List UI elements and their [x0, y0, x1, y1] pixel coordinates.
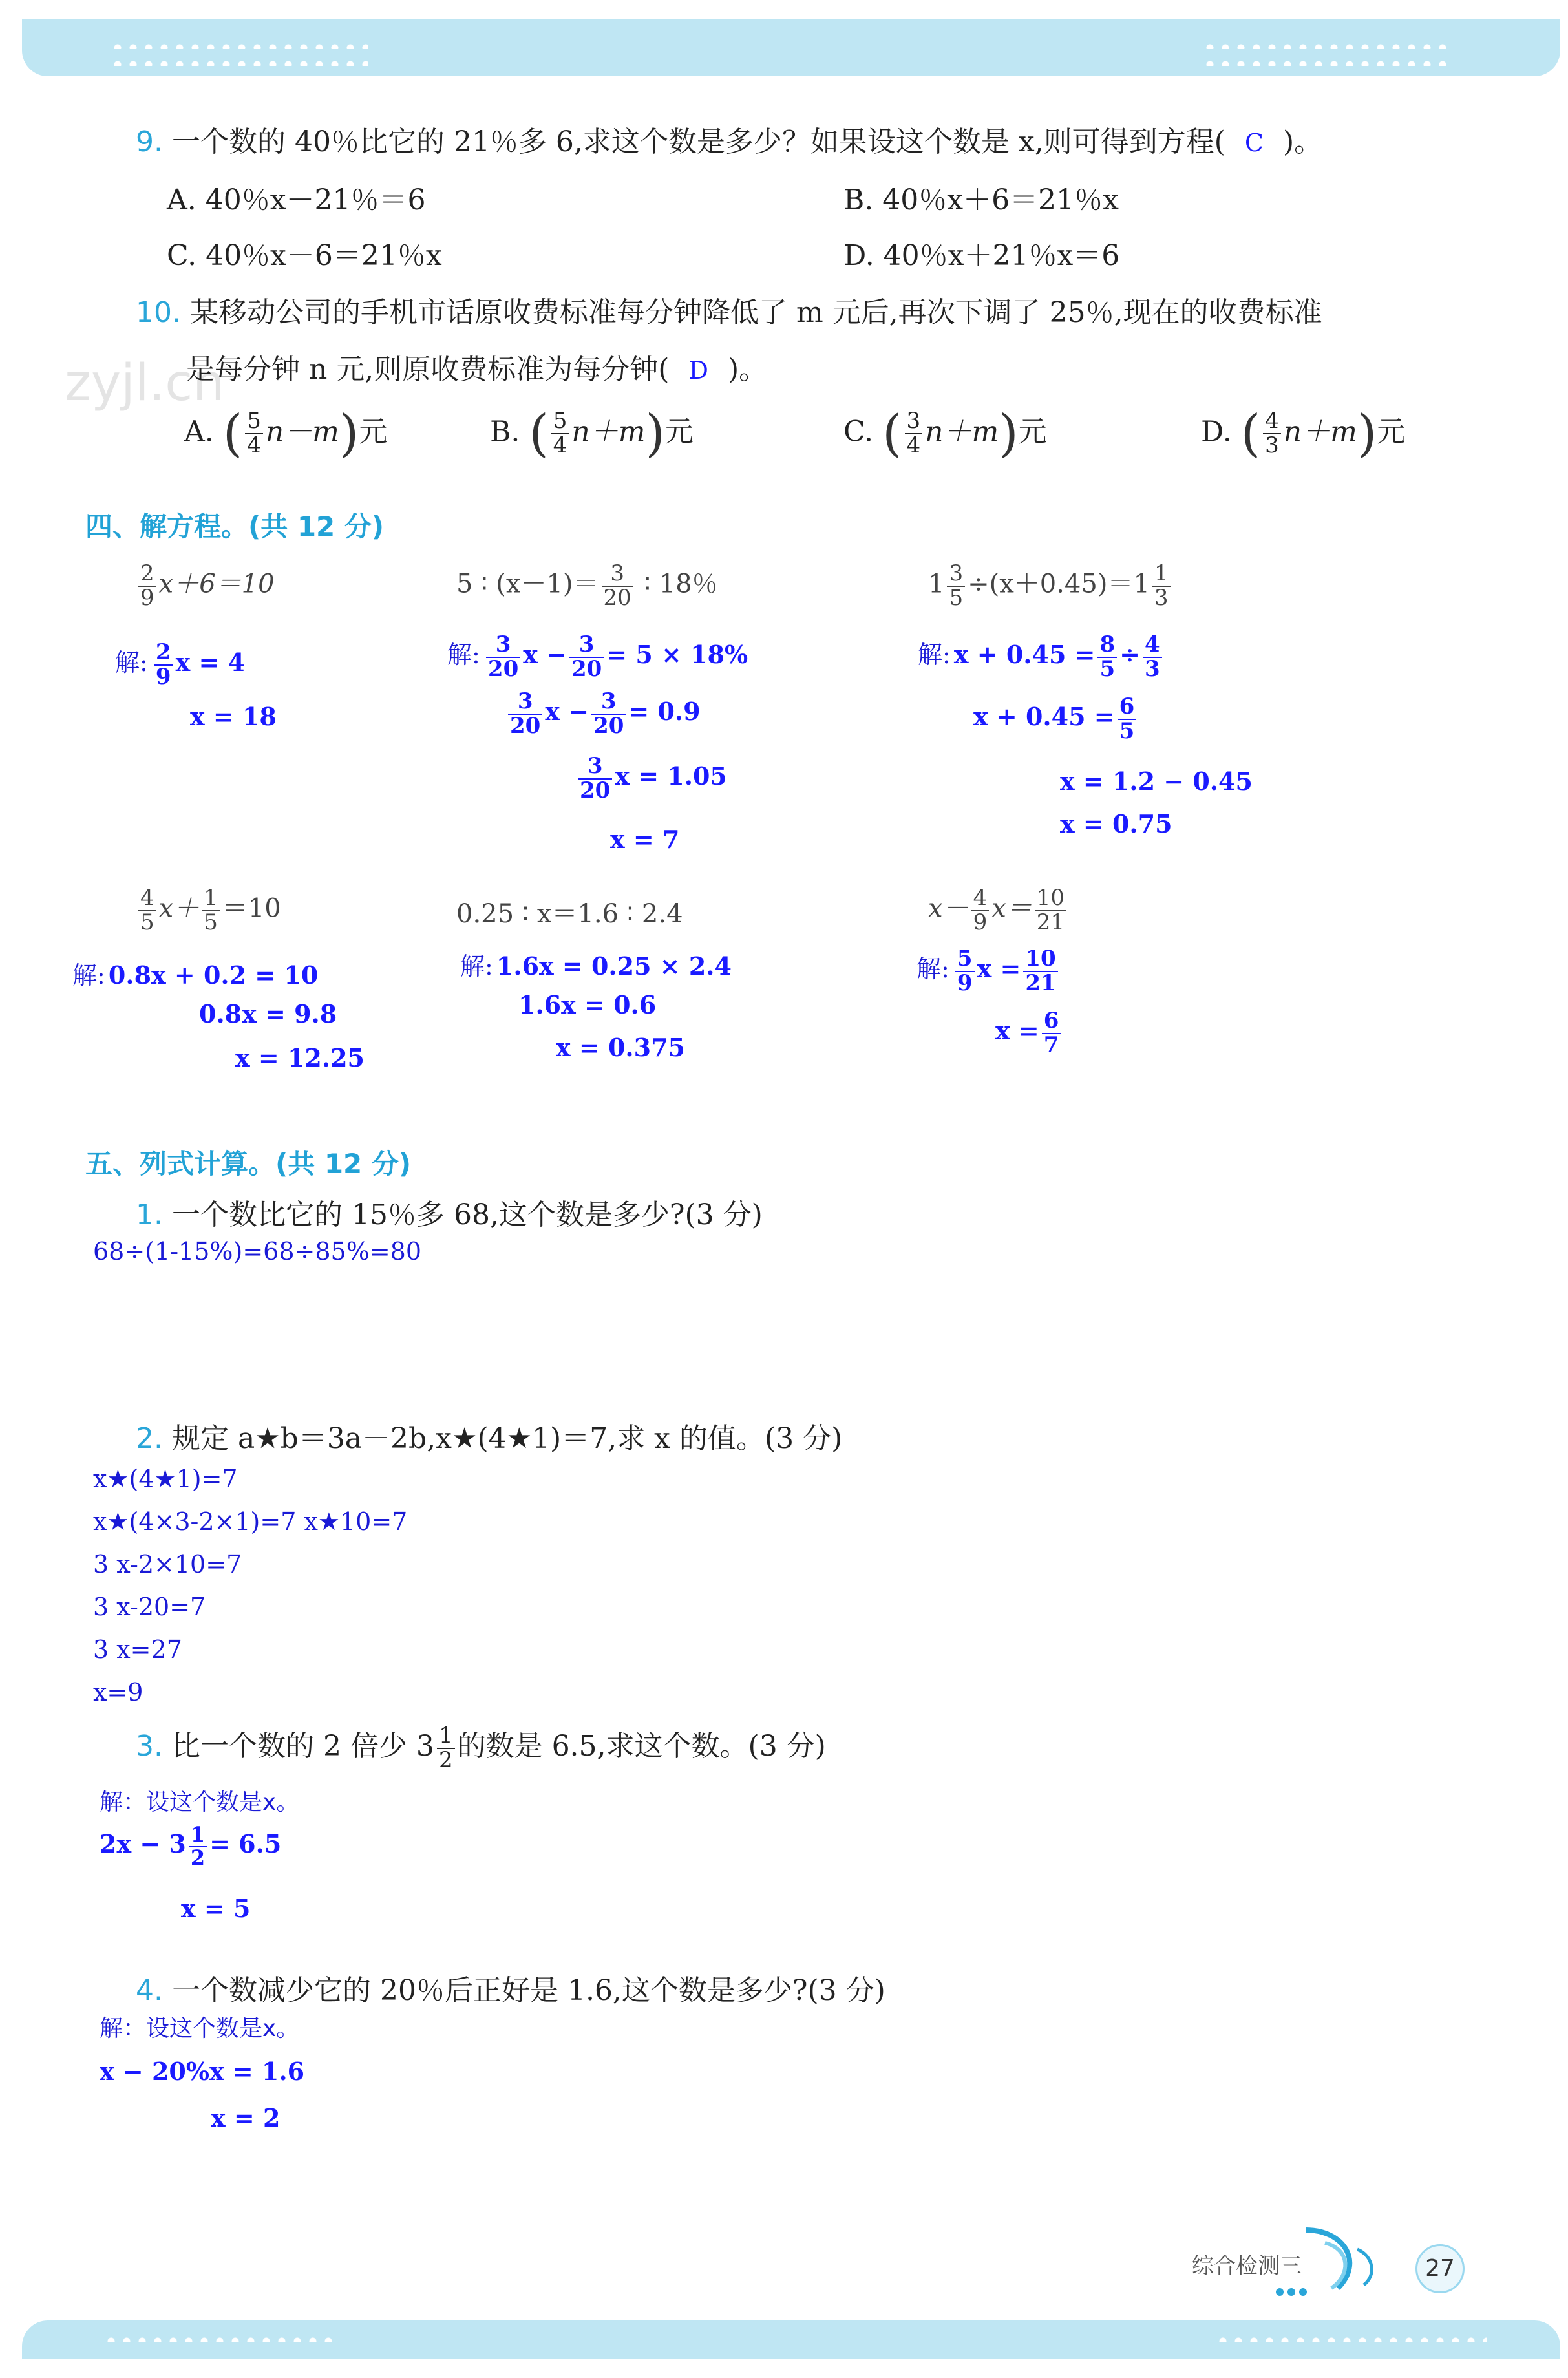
solve-label: 解:	[115, 648, 148, 677]
equation-6: x－ $\frac{4}{9}$ x＝ $\frac{10}{21}$	[928, 887, 1069, 934]
question-9	[136, 125, 1323, 158]
equation-2: 5 ∶ (x－1)＝ $\frac{3}{20}$ ∶ 18％	[456, 560, 718, 611]
top-banner-dots-left-2	[110, 57, 368, 66]
problem-3-work-1: 解：设这个数是x。	[100, 1789, 300, 1816]
page-number: 27	[1425, 2255, 1455, 2282]
option-a: A. 40％x－21％＝6	[167, 184, 426, 217]
problem-2-work-6: x=9	[93, 1678, 143, 1706]
section-4-title: 四、解方程。(共 12 分)	[85, 511, 385, 542]
solution-5-step2: 1.6x = 0.6	[518, 990, 657, 1019]
solution-2-step3: $\frac{3}{20}$ x = 1.05	[575, 755, 727, 802]
solution-2-step2: $\frac{3}{20}$ x − $\frac{3}{20}$ = 0.9	[505, 690, 701, 738]
top-banner-dots-right	[1202, 40, 1448, 49]
page-number-badge	[1415, 2244, 1465, 2293]
problem-2-work-4: 3 x-20=7	[93, 1593, 206, 1621]
answer-blank: D	[688, 356, 708, 385]
bottom-banner-dots-left	[103, 2333, 336, 2342]
wave-icon	[1267, 2224, 1396, 2301]
solution-4-step2: 0.8x = 9.8	[199, 999, 337, 1028]
solution-2: 解: $\frac{3}{20}$ x − $\frac{3}{20}$ = 5 × 18%	[447, 632, 748, 682]
question-10-line2	[186, 353, 768, 386]
solution-3-step3: x = 1.2 − 0.45	[1060, 767, 1253, 796]
solution-2-step4: x = 7	[610, 825, 680, 854]
problem-3-work-3: x = 5	[181, 1894, 251, 1923]
problem-2-work-3: 3 x-2×10=7	[93, 1550, 242, 1578]
question-stem: 一个数的 40％比它的 21％多 6,求这个数是多少？如果设这个数是 x,则可得到方程(	[171, 125, 1225, 158]
option-c: C. 40％x－6＝21％x	[167, 239, 442, 272]
question-close: )。	[1282, 125, 1323, 158]
solution-5-step3: x = 0.375	[556, 1033, 685, 1062]
equation-3: 1 $\frac{3}{5}$ ÷(x＋0.45)＝1 $\frac{1}{3}$	[928, 562, 1173, 610]
problem-1: 1. 一个数比它的 15％多 68,这个数是多少?(3 分)	[136, 1198, 763, 1231]
footer-label: 综合检测三	[1192, 2253, 1302, 2279]
top-banner-dots-right-2	[1202, 57, 1448, 66]
equation-1: $\frac{2}{9}$ x＋6＝10	[136, 562, 275, 610]
option-b: B. 40％x＋6＝21％x	[843, 184, 1119, 217]
question-stem-line1: 某移动公司的手机市话原收费标准每分钟降低了 m 元后,再次下调了 25％,现在的收费标准	[189, 296, 1322, 329]
problem-3-work-2: 2x − 3 $\frac{1}{2}$ = 6.5	[100, 1822, 282, 1870]
solution-1: 解: $\frac{2}{9}$ x = 4	[115, 639, 245, 690]
q10-option-a: A. ( $\frac{5}{4}$ n－m)元	[184, 405, 388, 463]
answer-blank: C	[1244, 129, 1264, 157]
problem-4: 4. 一个数减少它的 20％后正好是 1.6,这个数是多少?(3 分)	[136, 1974, 885, 2007]
problem-2: 2. 规定 a★b＝3a－2b,x★(4★1)＝7,求 x 的值。(3 分)	[136, 1422, 843, 1455]
q10-option-c: C. ( $\frac{3}{4}$ n＋m)元	[843, 405, 1047, 463]
solution-6-step2: x = $\frac{6}{7}$	[995, 1010, 1063, 1057]
problem-4-work-2: x − 20%x = 1.6	[100, 2057, 305, 2086]
equation-4: $\frac{4}{5}$ x＋ $\frac{1}{5}$ ＝10	[136, 887, 281, 934]
q10-option-b: B. ( $\frac{5}{4}$ n＋m)元	[490, 405, 694, 463]
solution-4: 解: 0.8x + 0.2 = 10	[72, 961, 319, 990]
q10-option-d: D. ( $\frac{4}{3}$ n＋m)元	[1201, 405, 1406, 463]
solution-6: 解: $\frac{5}{9}$ x = $\frac{10}{21}$	[916, 948, 1061, 995]
equation-5: 0.25 ∶ x＝1.6 ∶ 2.4	[456, 899, 683, 929]
question-close: )。	[727, 353, 768, 386]
problem-2-work-1: x★(4★1)=7	[93, 1465, 238, 1493]
problem-3: 3. 比一个数的 2 倍少 3 $\frac{1}{2}$ 的数是 6.5,求这个数。(3 分)	[136, 1723, 826, 1773]
watermark: zyjl.cn	[65, 354, 225, 412]
solution-3-step2: x + 0.45 = $\frac{6}{5}$	[973, 695, 1139, 743]
question-stem-line2: 是每分钟 n 元,则原收费标准为每分钟(	[186, 353, 670, 386]
question-number: 9.	[136, 125, 163, 158]
bottom-banner-dots-right	[1215, 2333, 1487, 2342]
problem-4-work-3: x = 2	[211, 2103, 281, 2132]
question-10	[136, 296, 1322, 329]
solution-5: 解: 1.6x = 0.25 × 2.4	[460, 951, 732, 981]
top-banner-dots-left	[110, 40, 368, 49]
option-d: D. 40％x＋21％x＝6	[843, 239, 1120, 272]
solution-4-step3: x = 12.25	[235, 1043, 365, 1072]
solution-1-step2: x = 18	[190, 702, 277, 731]
question-number: 10.	[136, 296, 181, 329]
solution-3: 解: x + 0.45 = $\frac{8}{5}$ ÷ $\frac{4}{3}$	[918, 633, 1165, 681]
problem-2-work-2: x★(4×3-2×1)=7 x★10=7	[93, 1507, 408, 1536]
section-5-title: 五、列式计算。(共 12 分)	[85, 1148, 412, 1180]
problem-4-work-1: 解：设这个数是x。	[100, 2015, 300, 2042]
problem-1-work: 68÷(1-15%)=68÷85%=80	[93, 1237, 422, 1266]
solution-3-step4: x = 0.75	[1060, 809, 1172, 838]
problem-2-work-5: 3 x=27	[93, 1635, 182, 1664]
